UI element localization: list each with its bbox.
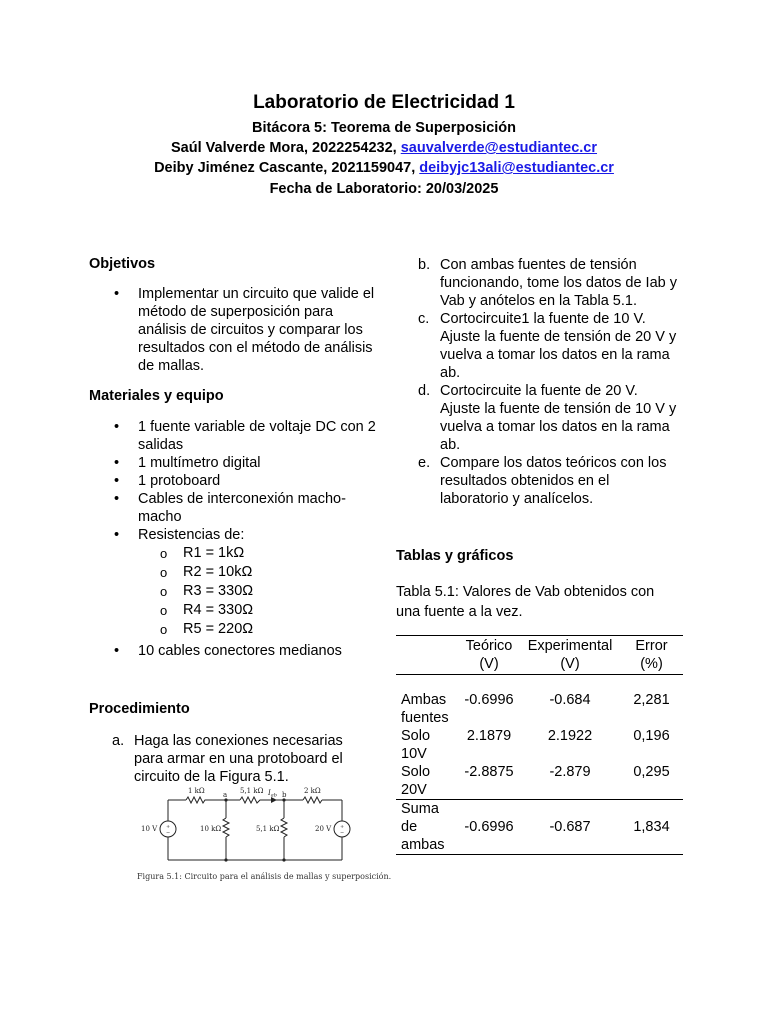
procedimiento-list-right (418, 256, 680, 508)
resistor-r5-icon (303, 797, 322, 803)
label-node-b: b (282, 791, 287, 799)
material-text: 1 fuente variable de voltaje DC con 2 salidas (138, 419, 376, 453)
materiales-heading: Materiales y equipo (89, 388, 224, 404)
cell-teorico: -0.6996 (464, 692, 514, 708)
resistor-r4-icon (281, 818, 287, 837)
label-r1: 1 kΩ (188, 787, 205, 795)
table-row (396, 727, 683, 763)
step-letter: a. (112, 733, 125, 749)
figure-caption: Figura 5.1: Circuito para el análisis de mallas y superposición. (137, 872, 392, 881)
resistor-text: R3 = 330Ω (183, 583, 254, 599)
author-line-2 (0, 160, 768, 176)
minus-sign: − (166, 830, 171, 836)
resistor-item (160, 620, 378, 639)
row-label: Solo 10V (401, 728, 431, 762)
cell-experimental: -0.687 (549, 819, 591, 835)
list-item (114, 418, 378, 454)
document-title: Laboratorio de Electricidad 1 (253, 92, 515, 113)
label-v1: 10 V (141, 825, 158, 833)
list-item (114, 526, 378, 639)
material-text: Resistencias de: (138, 527, 245, 543)
step-item (418, 256, 680, 310)
objetivos-list (114, 285, 378, 375)
list-item (114, 472, 378, 490)
resistor-r2-icon (223, 818, 229, 837)
cell-teorico: -2.8875 (464, 764, 514, 780)
header-error: Error (%) (635, 638, 668, 672)
material-text: 1 multímetro digital (138, 455, 261, 471)
bullet-icon: • (114, 491, 120, 507)
step-text: Compare los datos teóricos con los resultados obtenidos en el laboratorio y analícelos. (440, 455, 667, 507)
lab-date: Fecha de Laboratorio: 20/03/2025 (269, 181, 499, 197)
cell-experimental: -0.684 (549, 692, 591, 708)
table-row (396, 800, 683, 855)
table-row (396, 763, 683, 800)
row-label: Ambas fuentes (401, 692, 449, 726)
cell-experimental: -2.879 (549, 764, 591, 780)
resistor-r3-icon (240, 797, 262, 803)
sub-bullet-icon: o (160, 546, 168, 561)
step-letter: b. (418, 257, 431, 273)
node-dot (282, 858, 285, 861)
material-text: Cables de interconexión macho-macho (138, 491, 346, 525)
resistor-text: R5 = 220Ω (183, 621, 254, 637)
sub-bullet-icon: o (160, 603, 168, 618)
material-text: 1 protoboard (138, 473, 221, 489)
node-dot (224, 858, 227, 861)
step-item (418, 382, 680, 454)
author-line-1 (0, 140, 768, 156)
circuit-figure (130, 786, 370, 886)
materiales-list (114, 418, 378, 660)
list-item (114, 454, 378, 472)
table-header-row (396, 636, 683, 675)
cell-error: 2,281 (633, 692, 670, 708)
step-letter: d. (418, 383, 431, 399)
table-caption: Tabla 5.1: Valores de Vab obtenidos con una fuente a la vez. (396, 584, 655, 620)
author-2-name: Deiby Jiménez Cascante, 2021159047, (154, 160, 420, 176)
plus-sign: + (166, 824, 171, 830)
label-node-a: a (223, 791, 228, 799)
plus-sign: + (340, 824, 345, 830)
step-text: Haga las conexiones necesarias para armar en una protoboard el circuito de la Figura 5.1. (134, 733, 343, 785)
label-r5: 2 kΩ (304, 787, 321, 795)
cell-error: 0,196 (633, 728, 670, 744)
bullet-icon: • (114, 419, 120, 435)
step-text: Cortocircuite la fuente de 20 V. Ajuste la fuente de tensión de 10 V y vuelva a tomar los datos en la rama ab. (440, 383, 677, 453)
step-item (112, 732, 359, 786)
minus-sign: − (340, 830, 345, 836)
tablas-heading: Tablas y gráficos (396, 548, 514, 564)
author-1-email-link[interactable]: sauvalverde@estudiantec.cr (400, 140, 598, 156)
resistor-text: R4 = 330Ω (183, 602, 254, 618)
sub-bullet-icon: o (160, 584, 168, 599)
resistors-list (160, 544, 378, 639)
document-subtitle: Bitácora 5: Teorema de Superposición (251, 120, 517, 136)
step-item (418, 454, 680, 508)
label-r3: 5,1 kΩ (240, 787, 264, 795)
step-letter: c. (418, 311, 430, 327)
header-experimental: Experimental (V) (527, 638, 613, 672)
bullet-icon: • (114, 455, 120, 471)
list-item (114, 490, 378, 526)
header-teorico: Teórico (V) (465, 638, 513, 672)
step-item (418, 310, 680, 382)
resistor-item (160, 563, 378, 582)
sub-bullet-icon: o (160, 565, 168, 580)
label-r4: 5,1 kΩ (256, 825, 280, 833)
cell-error: 1,834 (633, 819, 670, 835)
bullet-icon: • (114, 643, 120, 659)
resistor-item (160, 582, 378, 601)
step-text: Cortocircuite1 la fuente de 10 V. Ajuste la fuente de tensión de 20 V y vuelva a tomar los datos en la rama ab. (440, 311, 677, 381)
resistor-text: R1 = 1kΩ (183, 545, 245, 561)
row-label: Suma de ambas (401, 801, 445, 853)
objetivos-heading: Objetivos (89, 256, 156, 272)
header-cell-empty (396, 636, 458, 675)
cell-teorico: -0.6996 (464, 819, 514, 835)
cell-error: 0,295 (633, 764, 670, 780)
resistor-text: R2 = 10kΩ (183, 564, 253, 580)
cell-experimental: 2.1922 (547, 728, 593, 744)
resistor-item (160, 601, 378, 620)
label-current: $I_{ab}$ (268, 789, 277, 799)
list-item (114, 285, 378, 375)
author-2-email-link[interactable]: deibyjc13ali@estudiantec.cr (419, 160, 614, 176)
step-letter: e. (418, 455, 431, 471)
author-1-name: Saúl Valverde Mora, 2022254232, (170, 140, 401, 156)
resistor-r1-icon (186, 797, 207, 803)
material-text: 10 cables conectores medianos (138, 643, 342, 659)
row-label: Solo 20V (401, 764, 431, 798)
procedimiento-list-left (112, 732, 359, 786)
results-table (396, 635, 683, 855)
procedimiento-heading: Procedimiento (89, 701, 190, 717)
resistor-item (160, 544, 378, 563)
cell-teorico: 2.1879 (466, 728, 512, 744)
sub-bullet-icon: o (160, 622, 168, 637)
label-v2: 20 V (315, 825, 332, 833)
step-text: Con ambas fuentes de tensión funcionando, tome los datos de Iab y Vab y anótelos en la Tabla 5.1. (440, 257, 677, 309)
table-row (396, 675, 683, 728)
bullet-icon: • (114, 473, 120, 489)
bullet-icon: • (114, 286, 120, 302)
list-item (114, 642, 378, 660)
bullet-icon: • (114, 527, 120, 543)
label-r2: 10 kΩ (200, 825, 222, 833)
objetivo-text: Implementar un circuito que valide el método de superposición para análisis de circuitos y comparar los resultados con el método de análisis de mallas. (138, 286, 375, 374)
